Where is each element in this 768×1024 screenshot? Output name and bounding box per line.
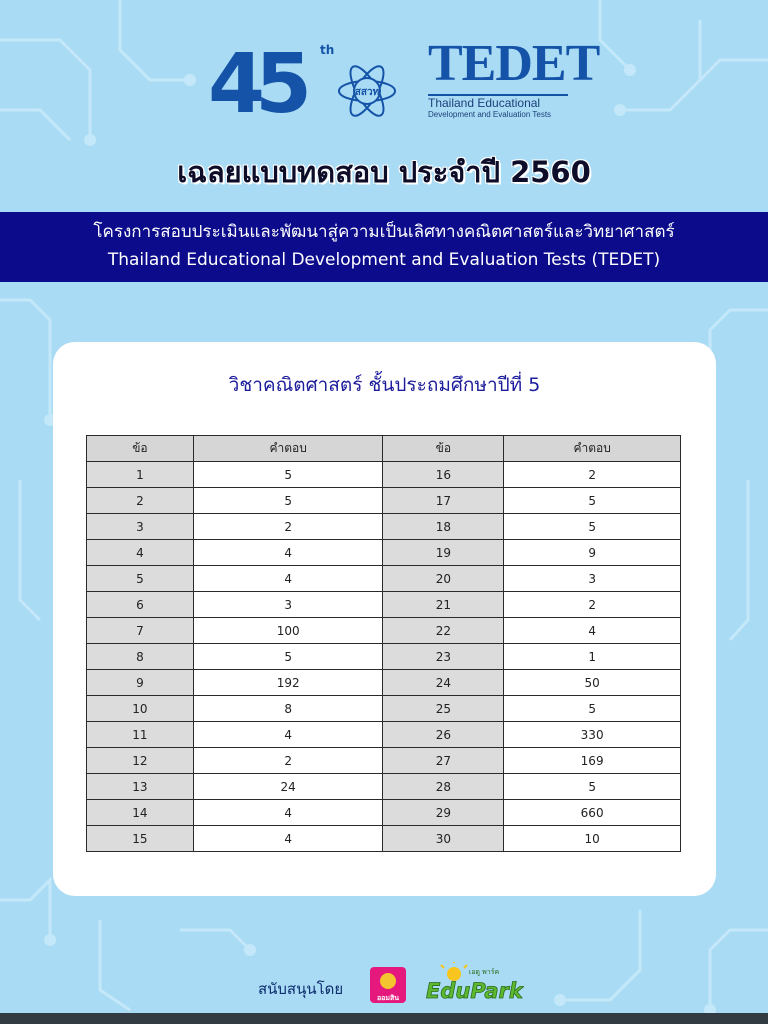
question-no: 21 (383, 592, 504, 618)
table-row (87, 592, 681, 618)
question-no: 3 (87, 514, 194, 540)
question-no: 2 (87, 488, 194, 514)
gsb-logo-text: ออมสิน (376, 994, 400, 1002)
answer: 5 (193, 644, 383, 670)
question-no: 24 (383, 670, 504, 696)
bottom-bar (0, 1013, 768, 1024)
table-header-row (87, 436, 681, 462)
question-no: 17 (383, 488, 504, 514)
table-row (87, 748, 681, 774)
question-no: 6 (87, 592, 194, 618)
subject-heading: วิชาคณิตศาสตร์ ชั้นประถมศึกษาปีที่ 5 (228, 374, 541, 396)
header-question-no: ข้อ (87, 436, 194, 462)
answer: 4 (193, 826, 383, 852)
anniversary-45-logo (208, 38, 338, 124)
table-row (87, 566, 681, 592)
table-row (87, 774, 681, 800)
answer: 1 (504, 644, 681, 670)
supported-by-label: สนับสนุนโดย (258, 980, 344, 998)
question-no: 26 (383, 722, 504, 748)
answer: 24 (193, 774, 383, 800)
question-no: 23 (383, 644, 504, 670)
project-banner (0, 212, 768, 282)
table-row (87, 670, 681, 696)
table-row (87, 540, 681, 566)
answer: 50 (504, 670, 681, 696)
answer: 3 (193, 592, 383, 618)
tedet-subtitle-line1: Thailand Educational (428, 94, 568, 110)
question-no: 1 (87, 462, 194, 488)
answer-card (53, 342, 716, 896)
question-no: 28 (383, 774, 504, 800)
tedet-subtitle-line2: Development and Evaluation Tests (428, 110, 552, 119)
table-row (87, 644, 681, 670)
question-no: 30 (383, 826, 504, 852)
question-no: 15 (87, 826, 194, 852)
question-no: 12 (87, 748, 194, 774)
table-row (87, 826, 681, 852)
edupark-small-text: เอดู พาร์ค (468, 968, 500, 976)
answer: 660 (504, 800, 681, 826)
table-row (87, 722, 681, 748)
question-no: 20 (383, 566, 504, 592)
question-no: 14 (87, 800, 194, 826)
answer: 3 (504, 566, 681, 592)
answer: 4 (193, 540, 383, 566)
header (0, 0, 768, 135)
answer: 4 (504, 618, 681, 644)
answer: 100 (193, 618, 383, 644)
gsb-sponsor-logo (370, 967, 406, 1003)
question-no: 13 (87, 774, 194, 800)
question-no: 9 (87, 670, 194, 696)
answer: 5 (504, 774, 681, 800)
answer: 192 (193, 670, 383, 696)
table-row (87, 618, 681, 644)
question-no: 4 (87, 540, 194, 566)
question-no: 7 (87, 618, 194, 644)
answer: 2 (193, 748, 383, 774)
banner-english-text: Thailand Educational Development and Evaluation Tests (TEDET) (107, 250, 661, 270)
table-row (87, 488, 681, 514)
question-no: 16 (383, 462, 504, 488)
banner-thai-text: โครงการสอบประเมินและพัฒนาสู่ความเป็นเลิศทางคณิตศาสตร์และวิทยาศาสตร์ (93, 222, 675, 242)
ipst-emblem (336, 60, 398, 122)
question-no: 10 (87, 696, 194, 722)
answer: 5 (193, 462, 383, 488)
table-row (87, 514, 681, 540)
edupark-sponsor-logo (424, 962, 524, 1004)
answer: 5 (504, 514, 681, 540)
header-answer: คำตอบ (504, 436, 681, 462)
question-no: 22 (383, 618, 504, 644)
answer: 9 (504, 540, 681, 566)
table-row (87, 800, 681, 826)
answer: 4 (193, 722, 383, 748)
answer: 8 (193, 696, 383, 722)
page-title: เฉลยแบบทดสอบ ประจำปี 2560 (177, 155, 591, 189)
answer: 5 (504, 488, 681, 514)
tedet-word: TEDET (428, 35, 600, 92)
table-row (87, 696, 681, 722)
tedet-logo (428, 35, 600, 120)
question-no: 27 (383, 748, 504, 774)
answer: 2 (504, 592, 681, 618)
question-no: 11 (87, 722, 194, 748)
question-no: 29 (383, 800, 504, 826)
answer: 169 (504, 748, 681, 774)
anniversary-suffix: th (320, 43, 335, 57)
question-no: 25 (383, 696, 504, 722)
header-question-no: ข้อ (383, 436, 504, 462)
answer: 4 (193, 800, 383, 826)
edupark-name: EduPark (426, 979, 523, 1003)
answer: 4 (193, 566, 383, 592)
header-answer: คำตอบ (193, 436, 383, 462)
answer: 2 (504, 462, 681, 488)
answer: 5 (504, 696, 681, 722)
answer: 5 (193, 488, 383, 514)
question-no: 8 (87, 644, 194, 670)
anniversary-number: 45 (208, 38, 303, 124)
answer: 330 (504, 722, 681, 748)
question-no: 18 (383, 514, 504, 540)
question-no: 5 (87, 566, 194, 592)
emblem-text: สสวท (354, 87, 380, 98)
answer: 2 (193, 514, 383, 540)
table-row (87, 462, 681, 488)
answer-table (86, 435, 681, 852)
answer: 10 (504, 826, 681, 852)
question-no: 19 (383, 540, 504, 566)
